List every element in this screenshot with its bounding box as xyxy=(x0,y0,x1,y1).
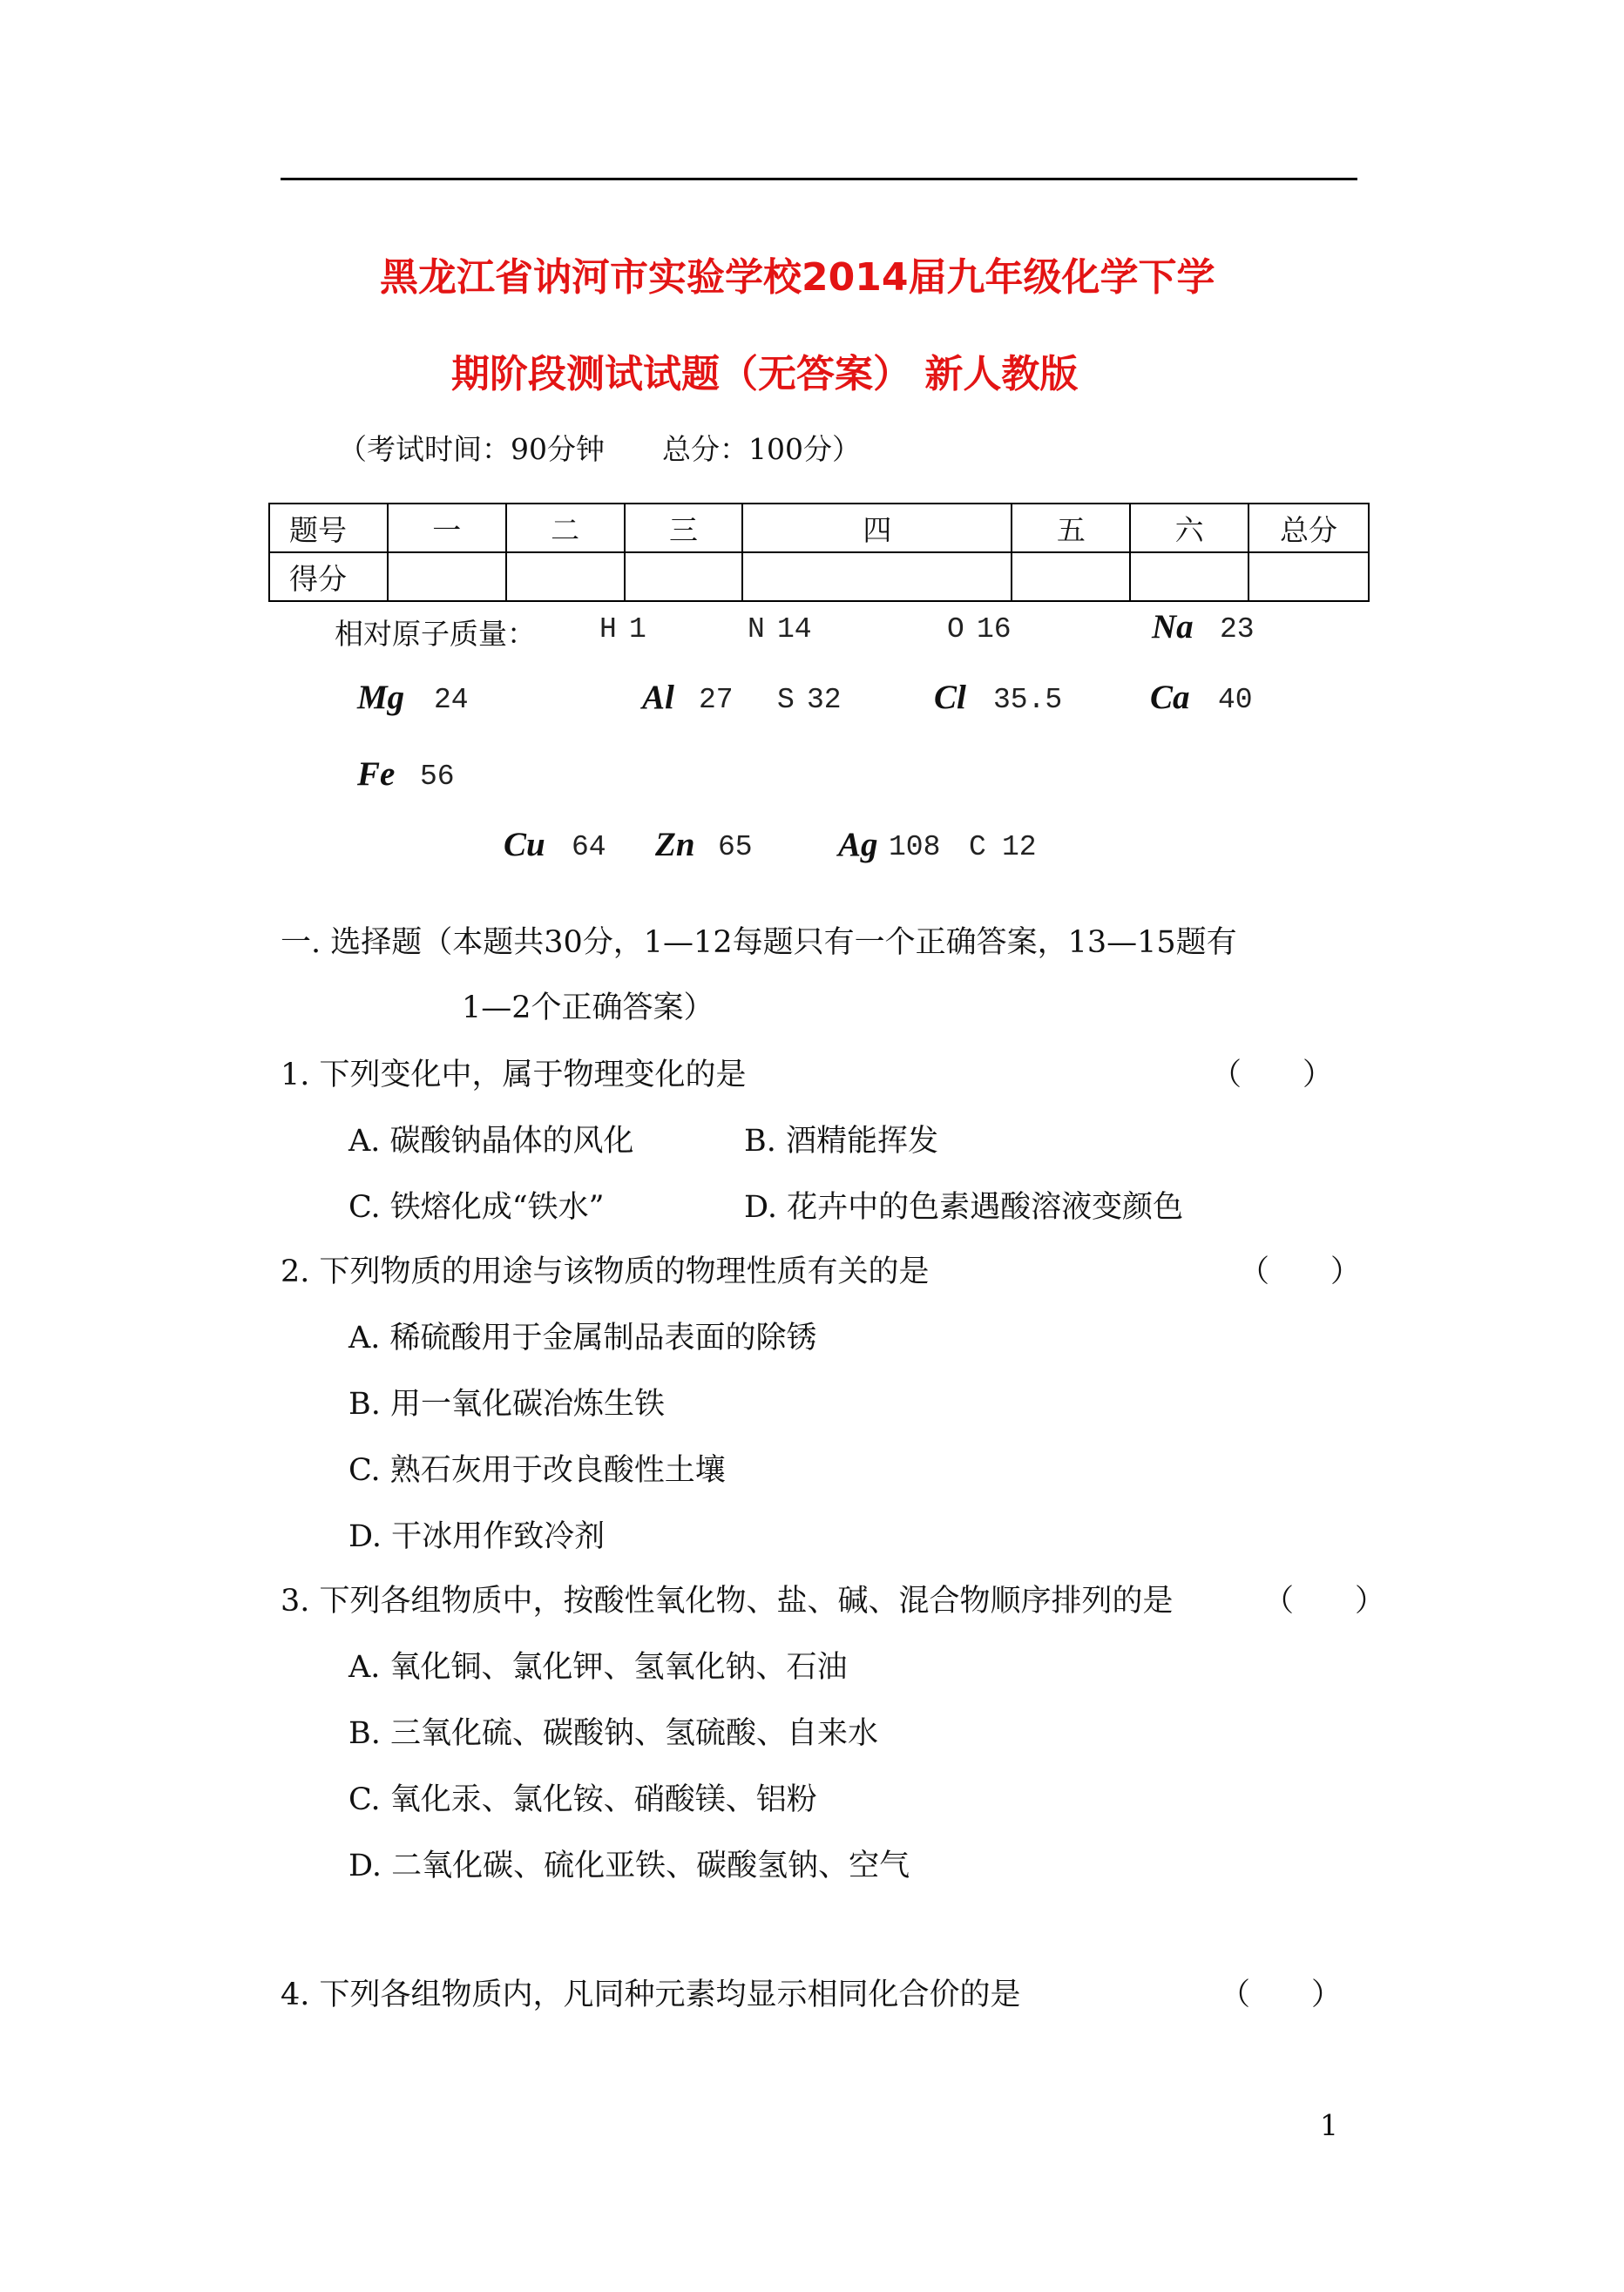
element-symbol: Ca xyxy=(1150,679,1190,716)
score-blank-cell[interactable] xyxy=(1012,552,1130,601)
question-stem: 2. 下列物质的用途与该物质的物理性质有关的是 xyxy=(281,1254,930,1289)
score-header-cell: 五 xyxy=(1012,504,1130,552)
element-symbol: C xyxy=(969,831,986,863)
exam-info: （考试时间：90分钟 总分：100分） xyxy=(338,432,861,466)
score-header-cell: 三 xyxy=(625,504,743,552)
element-mass: 23 xyxy=(1220,613,1255,646)
option: C. 氧化汞、氯化铵、硝酸镁、铝粉 xyxy=(348,1782,817,1817)
element-mass: 35.5 xyxy=(993,684,1063,716)
option: D. 干冰用作致冷剂 xyxy=(348,1519,606,1554)
option: C. 熟石灰用于改良酸性土壤 xyxy=(348,1453,726,1488)
title-line-2: 期阶段测试试题（无答案） 新人教版 xyxy=(451,352,1079,396)
score-blank-cell[interactable] xyxy=(388,552,506,601)
score-header-cell: 题号 xyxy=(269,504,388,552)
option: B. 用一氧化碳冶炼生铁 xyxy=(348,1387,665,1422)
score-header-cell: 二 xyxy=(506,504,625,552)
element-symbol: Cl xyxy=(934,679,966,716)
element-symbol: Na xyxy=(1152,608,1194,646)
option: C. 铁熔化成“铁水” xyxy=(348,1190,605,1225)
element-symbol: H xyxy=(599,613,617,646)
option: A. 氧化铜、氯化钾、氢氧化钠、石油 xyxy=(348,1650,848,1685)
header-rule xyxy=(281,178,1357,180)
score-table-score-row xyxy=(269,552,1369,601)
element-symbol: Ag xyxy=(838,826,878,863)
section-heading: 一. 选择题（本题共30分，1—12每题只有一个正确答案，13—15题有 xyxy=(281,925,1237,960)
option: A. 碳酸钠晶体的风化 xyxy=(348,1124,634,1159)
element-symbol: N xyxy=(748,613,765,646)
answer-paren[interactable]: （ ） xyxy=(1239,1254,1362,1289)
element-mass: 40 xyxy=(1218,684,1253,716)
element-symbol: Fe xyxy=(357,755,396,793)
title-line-1: 黑龙江省讷河市实验学校2014届九年级化学下学 xyxy=(380,255,1215,300)
element-mass: 32 xyxy=(807,684,842,716)
element-mass: 27 xyxy=(699,684,734,716)
question-stem: 4. 下列各组物质内，凡同种元素均显示相同化合价的是 xyxy=(281,1978,1021,2012)
score-header-cell: 四 xyxy=(742,504,1012,552)
score-blank-cell[interactable] xyxy=(1130,552,1248,601)
score-blank-cell[interactable] xyxy=(625,552,743,601)
score-row-label: 得分 xyxy=(269,552,388,601)
score-table xyxy=(268,503,1370,602)
option: A. 稀硫酸用于金属制品表面的除锈 xyxy=(348,1321,817,1356)
answer-paren[interactable]: （ ） xyxy=(1263,1584,1386,1619)
element-symbol: Cu xyxy=(504,826,545,863)
score-table-header-row xyxy=(269,504,1369,552)
score-blank-cell[interactable] xyxy=(506,552,625,601)
element-mass: 108 xyxy=(889,831,941,863)
question-stem: 3. 下列各组物质中，按酸性氧化物、盐、碱、混合物顺序排列的是 xyxy=(281,1584,1174,1619)
score-header-cell: 一 xyxy=(388,504,506,552)
score-header-cell: 六 xyxy=(1130,504,1248,552)
element-symbol: Mg xyxy=(357,679,405,716)
element-mass: 16 xyxy=(977,613,1012,646)
score-blank-cell[interactable] xyxy=(742,552,1012,601)
element-mass: 14 xyxy=(777,613,812,646)
element-mass: 1 xyxy=(629,613,646,646)
element-mass: 56 xyxy=(420,761,455,793)
option: B. 三氧化硫、碳酸钠、氢硫酸、自来水 xyxy=(348,1716,878,1751)
question-stem: 1. 下列变化中，属于物理变化的是 xyxy=(281,1058,747,1092)
score-blank-cell[interactable] xyxy=(1248,552,1369,601)
element-symbol: Al xyxy=(642,679,674,716)
element-mass: 12 xyxy=(1002,831,1037,863)
element-mass: 24 xyxy=(434,684,469,716)
answer-paren[interactable]: （ ） xyxy=(1220,1978,1343,2012)
option: D. 二氧化碳、硫化亚铁、碳酸氢钠、空气 xyxy=(348,1849,910,1883)
section-heading-cont: 1—2个正确答案） xyxy=(462,990,714,1025)
page-number: 1 xyxy=(1320,2108,1338,2142)
score-header-cell: 总分 xyxy=(1248,504,1369,552)
answer-paren[interactable]: （ ） xyxy=(1211,1058,1334,1092)
element-mass: 65 xyxy=(718,831,753,863)
element-mass: 64 xyxy=(572,831,606,863)
atomic-mass-label: 相对原子质量： xyxy=(335,617,536,651)
element-symbol: S xyxy=(777,684,795,716)
element-symbol: O xyxy=(947,613,964,646)
option: B. 酒精能挥发 xyxy=(744,1124,938,1159)
option: D. 花卉中的色素遇酸溶液变颜色 xyxy=(744,1190,1184,1225)
element-symbol: Zn xyxy=(655,826,695,863)
